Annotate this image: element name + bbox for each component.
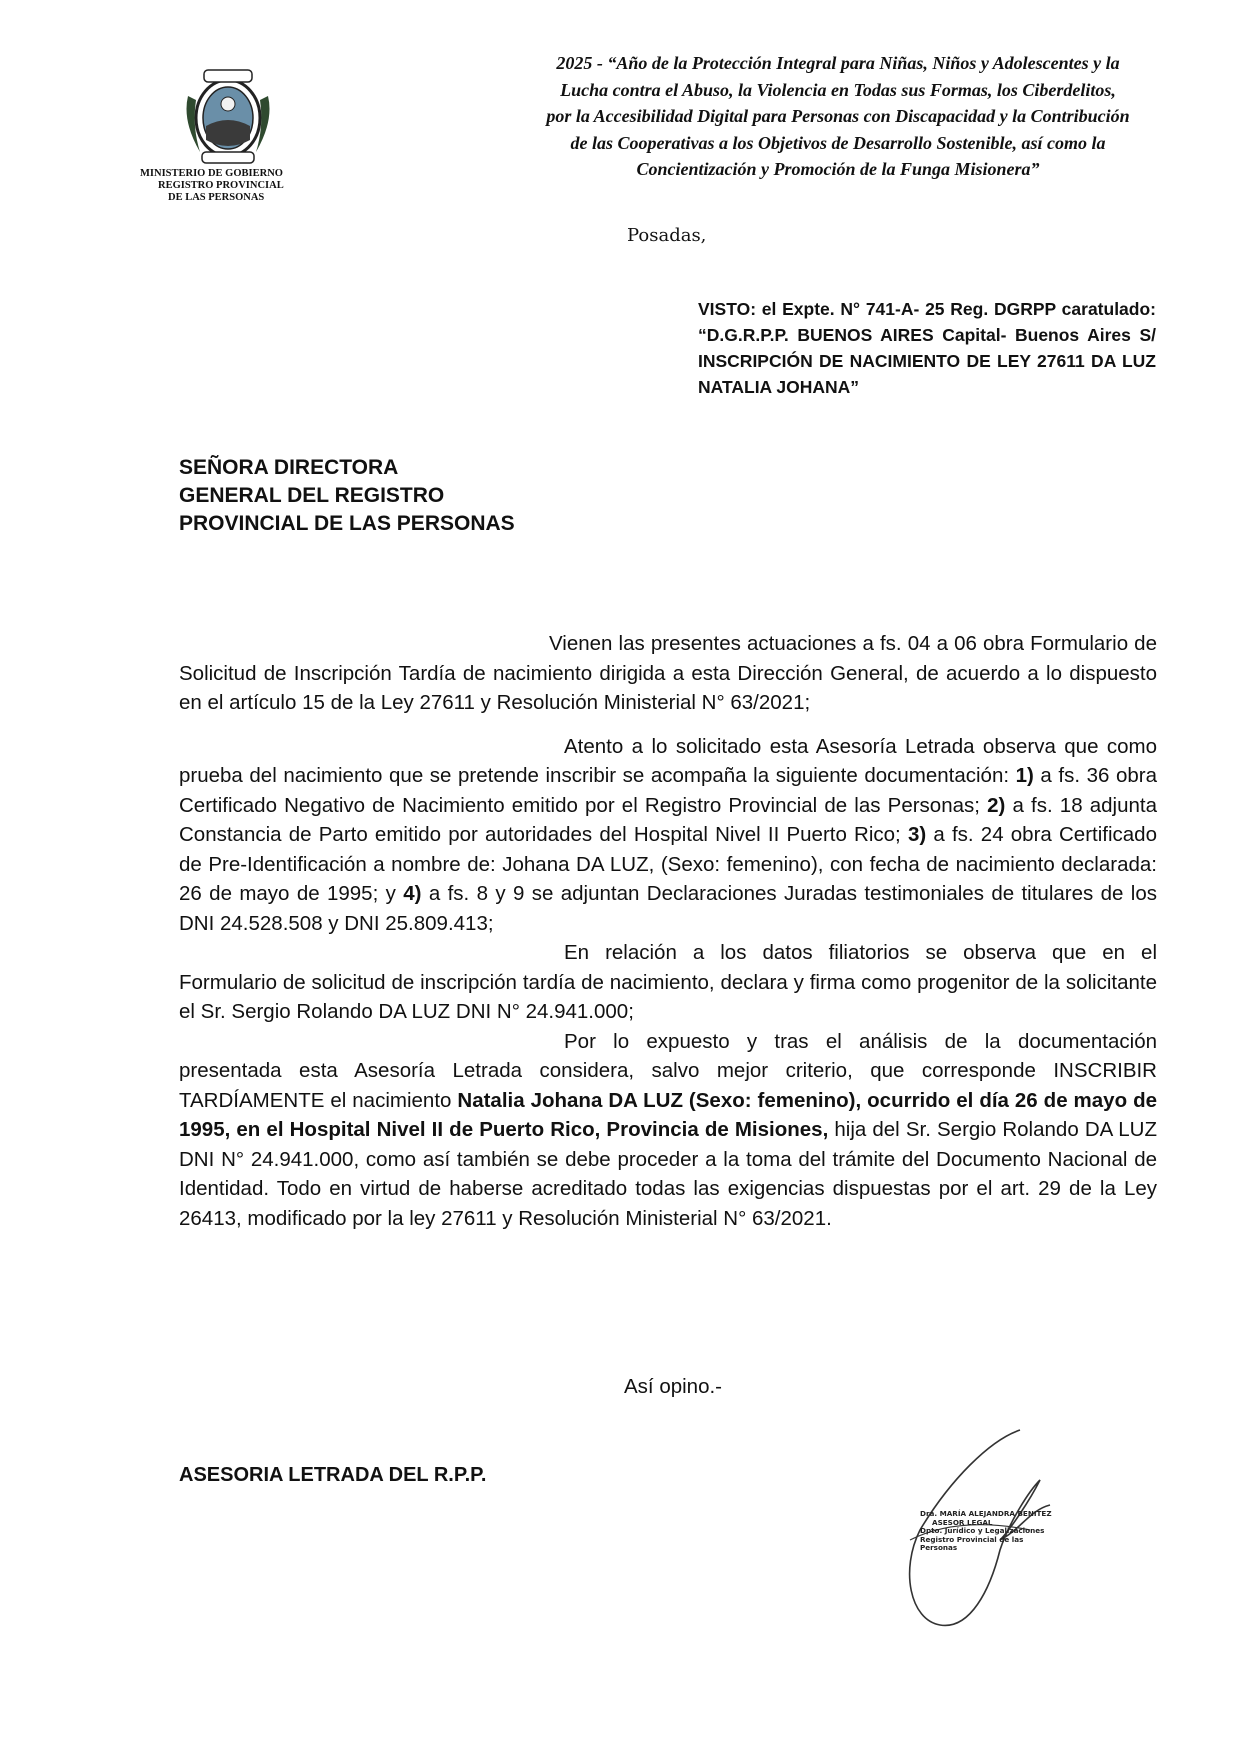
motto-line: de las Cooperativas a los Objetivos de Desarrollo Sostenible, así como la bbox=[570, 132, 1106, 153]
stamp-line: ASESOR LEGAL bbox=[932, 1517, 993, 1527]
recipient-line: PROVINCIAL DE LAS PERSONAS bbox=[179, 512, 515, 535]
stamp-line: Dra. MARÍA ALEJANDRA BENITEZ bbox=[920, 1509, 1052, 1518]
motto-line: 2025 - “Año de la Protección Integral para Niñas, Niños y Adolescentes y la bbox=[556, 53, 1120, 73]
motto-line: Lucha contra el Abuso, la Violencia en Todas sus Formas, los Ciberdelitos, bbox=[560, 79, 1116, 100]
ministry-header bbox=[140, 168, 340, 204]
department-signature-label: ASESORIA LETRADA DEL R.P.P. bbox=[179, 1464, 487, 1486]
ministry-line: MINISTERIO DE GOBIERNO bbox=[140, 168, 283, 179]
stamp-line: Registro Provincial de las Personas bbox=[920, 1534, 1024, 1553]
motto-line: por la Accesibilidad Digital para Personas con Discapacidad y la Contribución bbox=[546, 106, 1130, 126]
paragraph-2: Atento a lo solicitado esta Asesoría Letrada observa que como prueba del nacimiento que se pretende inscribir se acompaña la siguiente documentación: 1) a fs. 36 obra Certificado Negativo de Nacimiento emitido por el Registro Provincial de las Personas; 2) a fs. 18 adjunta Constancia de Parto emitido por autoridades del Hospital Nivel II Puerto Rico; 3) a fs. 24 obra Certificado de Pre-Identificación a nombre de: Johana DA LUZ, (Sexo: femenino), con fecha de nacimiento declarada: 26 de mayo de 1995; y 4) a fs. 8 y 9 se adjuntan Declaraciones Juradas testimoniales de titulares de los DNI 24.528.508 y DNI 25.809.413; bbox=[179, 734, 1157, 935]
motto-line: Concientización y Promoción de la Funga Misionera” bbox=[636, 159, 1040, 179]
signature-stamp bbox=[920, 1510, 1060, 1553]
paragraph-1: Vienen las presentes actuaciones a fs. 04 a 06 obra Formulario de Solicitud de Inscripción Tardía de nacimiento dirigida a esta Dirección General, de acuerdo a lo dispuesto en el artículo 15 de la Ley 27611 y Resolución Ministerial N° 63/2021; bbox=[179, 632, 1157, 714]
recipient-block bbox=[179, 454, 515, 538]
recipient-line: SEÑORA DIRECTORA bbox=[179, 456, 399, 479]
closing-phrase: Así opino.- bbox=[624, 1375, 722, 1398]
ministry-line: REGISTRO PROVINCIAL bbox=[158, 180, 284, 191]
recipient-line: GENERAL DEL REGISTRO bbox=[179, 484, 445, 507]
stamp-line: Dpto. Jurídico y Legalizaciones bbox=[920, 1526, 1045, 1536]
provincial-seal-emblem bbox=[178, 66, 278, 166]
paragraph-3: En relación a los datos filiatorios se observa que en el Formulario de solicitud de inscripción tardía de nacimiento, declara y firma como progenitor de la solicitante el Sr. Sergio Rolando DA LUZ DNI N° 24.941.000; bbox=[179, 941, 1157, 1023]
paragraph-4: Por lo expuesto y tras el análisis de la documentación presentada esta Asesoría Letrada considera, salvo mejor criterio, que corresponde INSCRIBIR TARDÍAMENTE el nacimiento Natalia Johana DA LUZ (Sexo: femenino), ocurrido el día 26 de mayo de 1995, en el Hospital Nivel II de Puerto Rico, Provincia de Misiones, hija del Sr. Sergio Rolando DA LUZ DNI N° 24.941.000, como así también se debe proceder a la toma del trámite del Documento Nacional de Identidad. Todo en virtud de haberse acreditado todas las exigencias dispuestas por el art. 29 de la Ley 26413, modificado por la ley 27611 y Resolución Ministerial N° 63/2021. bbox=[179, 1029, 1157, 1230]
ministry-line: DE LAS PERSONAS bbox=[168, 192, 265, 203]
place-date: Posadas, bbox=[627, 225, 707, 246]
year-motto bbox=[478, 50, 1198, 183]
visto-reference: VISTO: el Expte. N° 741-A- 25 Reg. DGRPP caratulado: “D.G.R.P.P. BUENOS AIRES Capital- Buenos Aires S/ INSCRIPCIÓN DE NACIMIENTO DE LEY 27611 DA LUZ NATALIA JOHANA” bbox=[698, 299, 1156, 397]
document-body bbox=[179, 629, 1157, 1233]
